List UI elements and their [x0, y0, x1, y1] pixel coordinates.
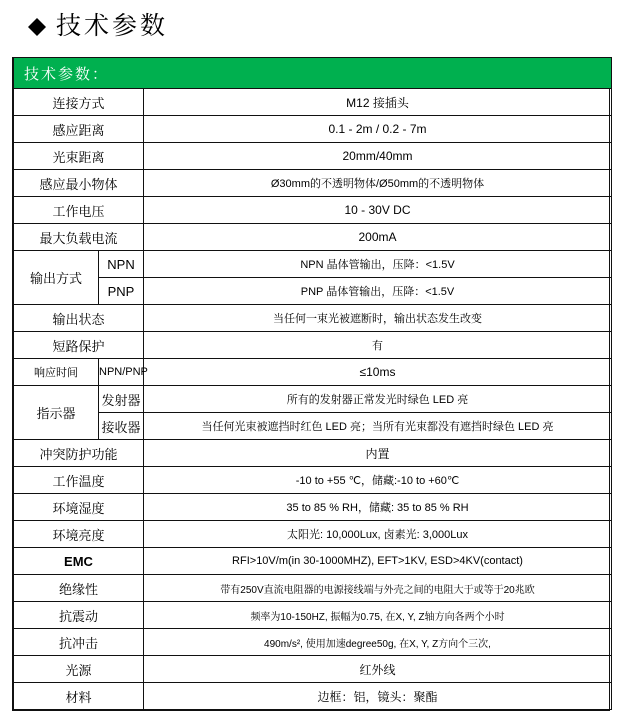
row-label: 短路保护 — [14, 332, 144, 359]
row-sublabel: 接收器 — [99, 413, 144, 440]
table-header-label: 技术参数： — [14, 58, 612, 89]
row-sublabel: NPN — [99, 251, 144, 278]
row-value: 所有的发射器正常发光时绿色 LED 亮 — [144, 386, 612, 413]
row-value: M12 接插头 — [144, 89, 612, 116]
row-label: 冲突防护功能 — [14, 440, 144, 467]
row-value: PNP 晶体管输出，压降：<1.5V — [144, 278, 612, 305]
row-label: 光束距离 — [14, 143, 144, 170]
row-label: 感应距离 — [14, 116, 144, 143]
row-label: EMC — [14, 548, 144, 575]
row-value: 当任何光束被遮挡时红色 LED 亮；当所有光束都没有遮挡时绿色 LED 亮 — [144, 413, 612, 440]
row-value: 带有250V直流电阻器的电源接线端与外壳之间的电阻大于或等于20兆欧 — [144, 575, 612, 602]
row-label: 材料 — [14, 683, 144, 710]
table-row — [14, 359, 612, 386]
table-row — [14, 602, 612, 629]
spec-table — [13, 57, 612, 710]
row-label: 连接方式 — [14, 89, 144, 116]
table-row — [14, 332, 612, 359]
row-label: 输出状态 — [14, 305, 144, 332]
table-row — [14, 521, 612, 548]
row-value: 200mA — [144, 224, 612, 251]
row-label: 抗冲击 — [14, 629, 144, 656]
table-row — [14, 413, 612, 440]
table-header-row — [14, 58, 612, 89]
row-value: 20mm/40mm — [144, 143, 612, 170]
row-value: 490m/s², 使用加速degree50g, 在X, Y, Z方向个三次, — [144, 629, 612, 656]
row-value: -10 to +55 ℃，储藏:-10 to +60℃ — [144, 467, 612, 494]
table-row — [14, 386, 612, 413]
row-value: 0.1 - 2m / 0.2 - 7m — [144, 116, 612, 143]
table-row — [14, 170, 612, 197]
table-row — [14, 143, 612, 170]
row-value: 内置 — [144, 440, 612, 467]
table-row — [14, 629, 612, 656]
row-label: 工作电压 — [14, 197, 144, 224]
table-row — [14, 251, 612, 278]
row-value: 边框：铝，镜头：聚酯 — [144, 683, 612, 710]
row-value: 太阳光: 10,000Lux, 卤素光: 3,000Lux — [144, 521, 612, 548]
row-label: 输出方式 — [14, 251, 99, 305]
row-value: 频率为10-150HZ, 振幅为0.75, 在X, Y, Z轴方向各两个小时 — [144, 602, 612, 629]
row-value: 有 — [144, 332, 612, 359]
table-row — [14, 197, 612, 224]
table-row — [14, 224, 612, 251]
row-value: ≤10ms — [144, 359, 612, 386]
table-row — [14, 548, 612, 575]
row-value: Ø30mm的不透明物体/Ø50mm的不透明物体 — [144, 170, 612, 197]
row-label: 工作温度 — [14, 467, 144, 494]
row-label: 响应时间 — [14, 359, 99, 386]
table-row — [14, 494, 612, 521]
table-row — [14, 440, 612, 467]
row-value: 当任何一束光被遮断时，输出状态发生改变 — [144, 305, 612, 332]
table-row — [14, 278, 612, 305]
row-sublabel: PNP — [99, 278, 144, 305]
diamond-icon — [28, 9, 46, 27]
row-value: 10 - 30V DC — [144, 197, 612, 224]
row-label: 环境湿度 — [14, 494, 144, 521]
spec-table-wrapper — [12, 57, 610, 711]
table-row — [14, 656, 612, 683]
row-value: 35 to 85 % RH，储藏: 35 to 85 % RH — [144, 494, 612, 521]
table-row — [14, 305, 612, 332]
row-value: NPN 晶体管输出，压降：<1.5V — [144, 251, 612, 278]
row-label: 抗震动 — [14, 602, 144, 629]
table-row — [14, 116, 612, 143]
table-row — [14, 575, 612, 602]
row-label: 感应最小物体 — [14, 170, 144, 197]
row-label: 指示器 — [14, 386, 99, 440]
table-row — [14, 467, 612, 494]
page-title: 技术参数 — [56, 12, 169, 40]
row-label: 环境亮度 — [14, 521, 144, 548]
row-label: 绝缘性 — [14, 575, 144, 602]
row-label: 光源 — [14, 656, 144, 683]
row-value: 红外线 — [144, 656, 612, 683]
row-sublabel: NPN/PNP — [99, 359, 144, 386]
table-row — [14, 89, 612, 116]
table-row — [14, 683, 612, 710]
row-value: RFI>10V/m(in 30-1000MHZ), EFT>1KV, ESD>4KV(contact) — [144, 548, 612, 575]
row-sublabel: 发射器 — [99, 386, 144, 413]
page-title-row — [0, 0, 622, 39]
row-label: 最大负载电流 — [14, 224, 144, 251]
